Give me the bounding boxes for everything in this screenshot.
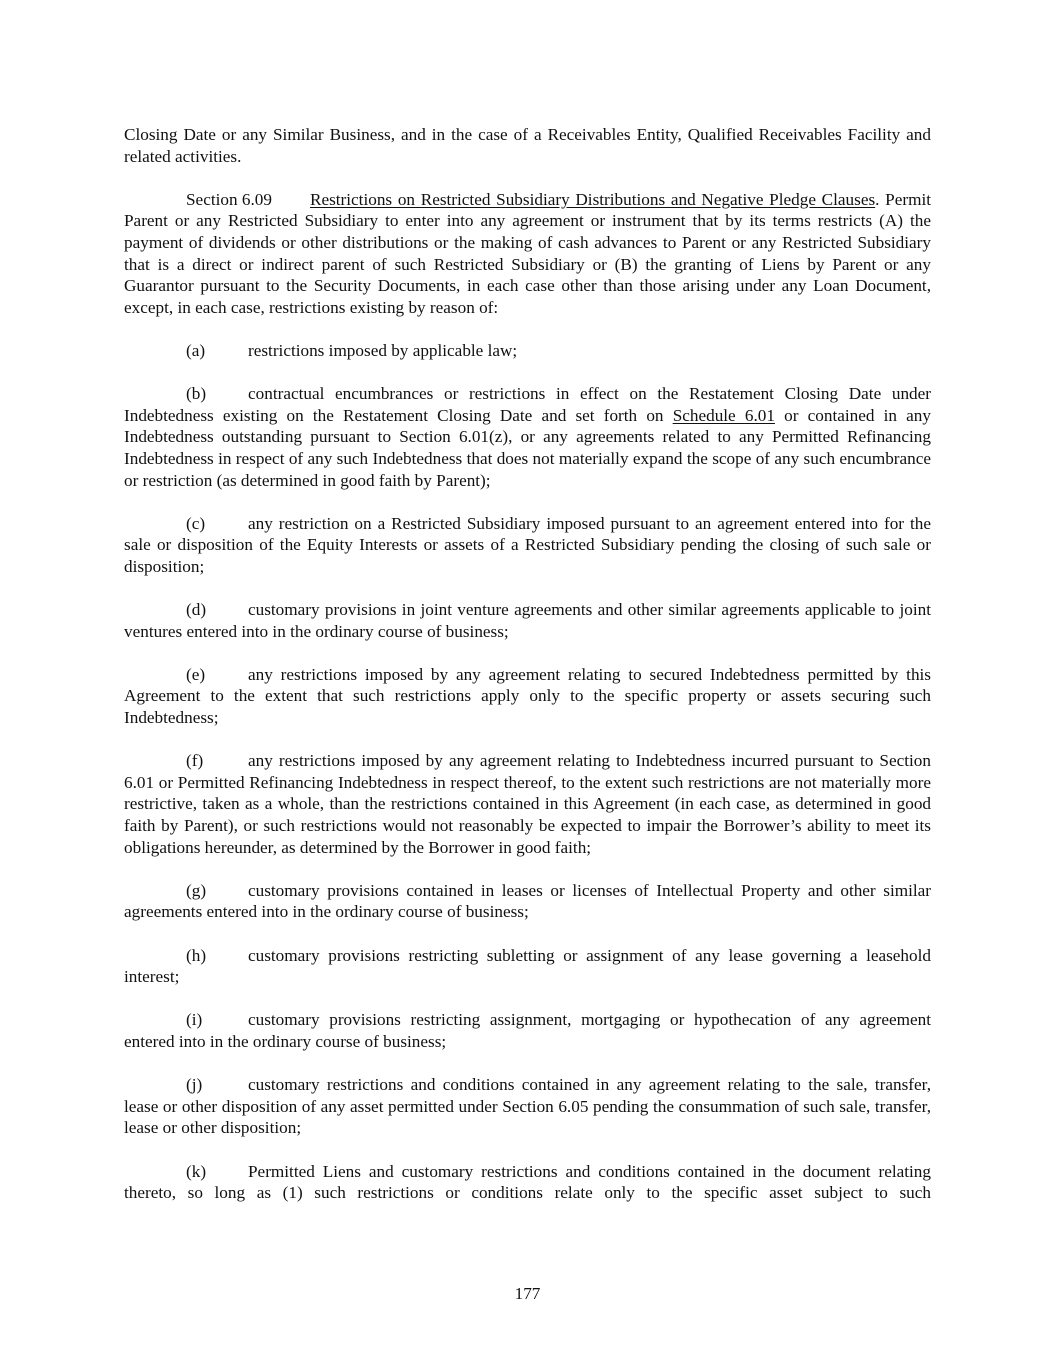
clause-text: restrictions imposed by applicable law; [248,340,518,360]
clause-i [124,1009,931,1052]
clause-label: (h) [186,945,207,965]
clause-label: (d) [186,600,207,620]
clause-text: contractual encumbrances or restrictions in effect on the Restatement Closing Date under Indebtedness existing on the Restatement Closing Date and set forth on [124,384,931,425]
clause-label: (j) [186,1075,203,1095]
clause-label: (f) [186,751,204,771]
clause-text: any restriction on a Restricted Subsidiary imposed pursuant to an agreement entered into for the sale or disposition of the Equity Interests or assets of a Restricted Subsidiary pending the closing of such sale or disposition; [124,513,931,576]
clause-text: customary provisions restricting subletting or assignment of any lease governing a leasehold interest; [124,945,931,987]
clause-text-cont: or contained in any Indebtedness outstanding pursuant to Section 6.01(z), or any agreements related to any Permitted Refinancing Indebtedness in respect of any such Indebtedness that does not materially expand the scope of any such encumbrance or restriction (as determined in good faith by Parent); [124,405,931,490]
clause-text: customary provisions in joint venture agreements and other similar agreements applicable to joint ventures entered into in the ordinary course of business; [124,600,931,641]
clause-j [124,1074,931,1139]
clause-b [124,383,931,491]
clause-label: (e) [186,664,206,684]
document-page [124,124,931,1225]
section-6-09-paragraph [124,189,931,319]
clause-text: any restrictions imposed by any agreement relating to Indebtedness incurred pursuant to Section 6.01 or Permitted Refinancing Indebtedness in respect thereof, to the extent such restrictions are not materially more restrictive, taken as a whole, than the restrictions contained in this Agreement (in each case, as determined in good faith by Parent), or such restrictions would not reasonably be expected to impair the Borrower’s ability to meet its obligations hereunder, as determined by the Borrower in good faith; [124,751,931,857]
clause-h [124,945,931,988]
section-number: Section 6.09 [186,189,272,209]
section-title-punct: . [875,189,880,209]
clause-label: (i) [186,1010,203,1030]
clause-text: Permitted Liens and customary restrictions and conditions contained in the document relating thereto, so long as (1) such restrictions or conditions relate only to the specific asset subject to such [124,1161,931,1203]
clause-label: (g) [186,880,207,900]
clause-c [124,513,931,578]
clause-text: any restrictions imposed by any agreement relating to secured Indebtedness permitted by this Agreement to the extent that such restrictions apply only to the specific property or assets securing such Indebtedness; [124,664,931,728]
schedule-6-01-reference: Schedule 6.01 [672,405,775,425]
clause-text: customary restrictions and conditions contained in any agreement relating to the sale, transfer, lease or other disposition of any asset permitted under Section 6.05 pending the consummation of such sale, transfer, lease or other disposition; [124,1075,931,1138]
page-number: 177 [514,1284,541,1303]
clause-label: (b) [186,384,207,404]
clause-label: (a) [186,340,206,360]
clause-e [124,664,931,729]
clause-d [124,599,931,642]
clause-a [124,340,931,362]
clause-text: customary provisions restricting assignment, mortgaging or hypothecation of any agreement entered into in the ordinary course of business; [124,1010,931,1051]
clause-label: (c) [186,513,206,533]
section-title: Restrictions on Restricted Subsidiary Distributions and Negative Pledge Clauses [310,189,876,209]
clause-text: customary provisions contained in leases or licenses of Intellectual Property and other similar agreements entered into in the ordinary course of business; [124,880,931,922]
clause-f [124,750,931,858]
clause-k [124,1161,931,1204]
clause-g [124,880,931,923]
section-body: Permit Parent or any Restricted Subsidiary to enter into any agreement or instrument that by its terms restricts (A) the payment of dividends or other distributions or the making of cash advances to Parent or any Restricted Subsidiary that is a direct or indirect parent of such Restricted Subsidiary or (B) the granting of Liens by Parent or any Guarantor pursuant to the Security Documents, in each case other than those arising under any Loan Document, except, in each case, restrictions existing by reason of: [124,189,931,317]
clause-label: (k) [186,1161,207,1181]
opening-paragraph: Closing Date or any Similar Business, and in the case of a Receivables Entity, Qualified Receivables Facility and related activities. [124,125,931,166]
